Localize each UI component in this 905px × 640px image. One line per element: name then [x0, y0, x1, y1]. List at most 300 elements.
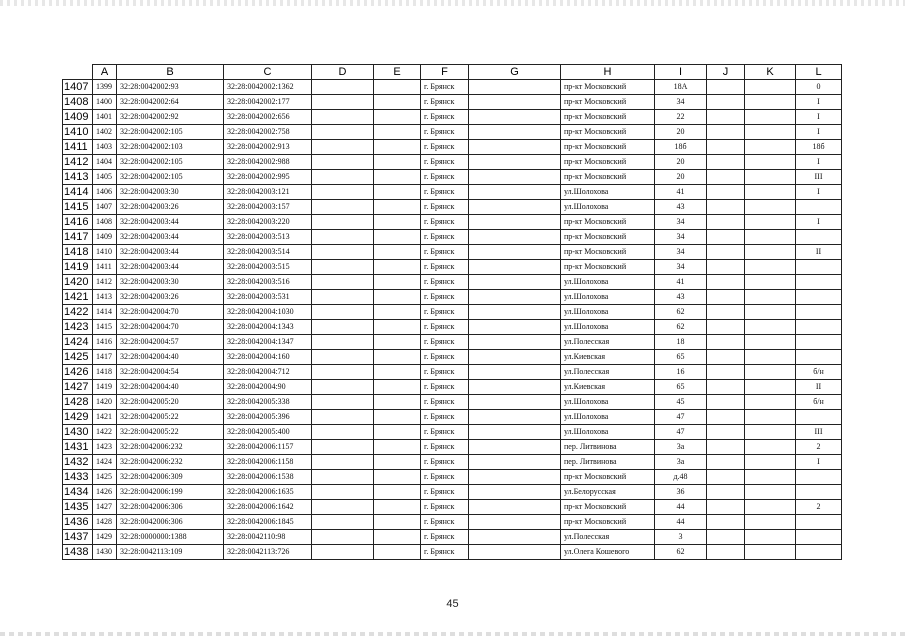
cell-j[interactable]	[707, 200, 745, 215]
row-number-cell[interactable]: 1430	[63, 425, 93, 440]
cell-g[interactable]	[469, 80, 561, 95]
cell-l[interactable]: 2	[796, 440, 842, 455]
cell-l[interactable]: II	[796, 245, 842, 260]
cell-j[interactable]	[707, 155, 745, 170]
cell-b[interactable]: 32:28:0042002:103	[117, 140, 224, 155]
cell-d[interactable]	[312, 395, 374, 410]
cell-d[interactable]	[312, 290, 374, 305]
row-number-cell[interactable]: 1438	[63, 545, 93, 560]
cell-d[interactable]	[312, 200, 374, 215]
cell-c[interactable]: 32:28:0042002:995	[224, 170, 312, 185]
cell-f[interactable]: г. Брянск	[421, 260, 469, 275]
cell-l[interactable]: I	[796, 455, 842, 470]
cell-d[interactable]	[312, 275, 374, 290]
cell-f[interactable]: г. Брянск	[421, 395, 469, 410]
cell-a[interactable]: 1428	[93, 515, 117, 530]
cell-g[interactable]	[469, 380, 561, 395]
cell-h[interactable]: пр-кт Московский	[561, 140, 655, 155]
row-number-cell[interactable]: 1434	[63, 485, 93, 500]
cell-c[interactable]: 32:28:0042002:758	[224, 125, 312, 140]
cell-e[interactable]	[374, 470, 421, 485]
row-number-cell[interactable]: 1429	[63, 410, 93, 425]
cell-a[interactable]: 1425	[93, 470, 117, 485]
cell-i[interactable]: 22	[655, 110, 707, 125]
cell-e[interactable]	[374, 530, 421, 545]
cell-i[interactable]: 36	[655, 485, 707, 500]
cell-l[interactable]	[796, 290, 842, 305]
cell-h[interactable]: пр-кт Московский	[561, 110, 655, 125]
cell-c[interactable]: 32:28:0042004:1030	[224, 305, 312, 320]
cell-a[interactable]: 1415	[93, 320, 117, 335]
cell-c[interactable]: 32:28:0042006:1157	[224, 440, 312, 455]
cell-i[interactable]: 41	[655, 275, 707, 290]
cell-f[interactable]: г. Брянск	[421, 155, 469, 170]
cell-d[interactable]	[312, 95, 374, 110]
cell-a[interactable]: 1404	[93, 155, 117, 170]
cell-b[interactable]: 32:28:0042004:70	[117, 320, 224, 335]
cell-e[interactable]	[374, 380, 421, 395]
cell-i[interactable]: 62	[655, 320, 707, 335]
cell-e[interactable]	[374, 275, 421, 290]
cell-d[interactable]	[312, 380, 374, 395]
cell-a[interactable]: 1406	[93, 185, 117, 200]
cell-h[interactable]: ул.Киевская	[561, 380, 655, 395]
cell-i[interactable]: 16	[655, 365, 707, 380]
cell-h[interactable]: пр-кт Московский	[561, 170, 655, 185]
cell-l[interactable]	[796, 515, 842, 530]
cell-e[interactable]	[374, 290, 421, 305]
cell-b[interactable]: 32:28:0042003:30	[117, 275, 224, 290]
cell-f[interactable]: г. Брянск	[421, 215, 469, 230]
cell-d[interactable]	[312, 245, 374, 260]
cell-l[interactable]: I	[796, 215, 842, 230]
cell-e[interactable]	[374, 365, 421, 380]
cell-h[interactable]: пр-кт Московский	[561, 230, 655, 245]
row-number-cell[interactable]: 1423	[63, 320, 93, 335]
cell-k[interactable]	[745, 110, 796, 125]
cell-l[interactable]	[796, 335, 842, 350]
cell-k[interactable]	[745, 185, 796, 200]
cell-e[interactable]	[374, 125, 421, 140]
cell-j[interactable]	[707, 170, 745, 185]
cell-e[interactable]	[374, 320, 421, 335]
cell-f[interactable]: г. Брянск	[421, 455, 469, 470]
cell-k[interactable]	[745, 80, 796, 95]
cell-c[interactable]: 32:28:0042006:1158	[224, 455, 312, 470]
cell-c[interactable]: 32:28:0042003:220	[224, 215, 312, 230]
cell-c[interactable]: 32:28:0042003:516	[224, 275, 312, 290]
cell-b[interactable]: 32:28:0042004:40	[117, 350, 224, 365]
cell-k[interactable]	[745, 425, 796, 440]
cell-g[interactable]	[469, 125, 561, 140]
cell-i[interactable]: 34	[655, 230, 707, 245]
cell-j[interactable]	[707, 260, 745, 275]
cell-f[interactable]: г. Брянск	[421, 545, 469, 560]
cell-c[interactable]: 32:28:0042003:121	[224, 185, 312, 200]
cell-b[interactable]: 32:28:0000000:1388	[117, 530, 224, 545]
cell-k[interactable]	[745, 275, 796, 290]
cell-c[interactable]: 32:28:0042004:1343	[224, 320, 312, 335]
cell-j[interactable]	[707, 110, 745, 125]
cell-a[interactable]: 1421	[93, 410, 117, 425]
cell-c[interactable]: 32:28:0042005:400	[224, 425, 312, 440]
cell-e[interactable]	[374, 155, 421, 170]
cell-b[interactable]: 32:28:0042002:92	[117, 110, 224, 125]
cell-k[interactable]	[745, 395, 796, 410]
cell-h[interactable]: пер. Литвинова	[561, 455, 655, 470]
cell-j[interactable]	[707, 485, 745, 500]
cell-k[interactable]	[745, 290, 796, 305]
cell-d[interactable]	[312, 440, 374, 455]
column-header-h[interactable]: H	[561, 65, 655, 80]
cell-g[interactable]	[469, 500, 561, 515]
cell-i[interactable]: 18А	[655, 80, 707, 95]
cell-c[interactable]: 32:28:0042003:515	[224, 260, 312, 275]
cell-g[interactable]	[469, 290, 561, 305]
cell-g[interactable]	[469, 230, 561, 245]
cell-l[interactable]: I	[796, 125, 842, 140]
cell-d[interactable]	[312, 530, 374, 545]
cell-a[interactable]: 1405	[93, 170, 117, 185]
cell-h[interactable]: ул.Шолохова	[561, 410, 655, 425]
cell-f[interactable]: г. Брянск	[421, 200, 469, 215]
cell-f[interactable]: г. Брянск	[421, 305, 469, 320]
cell-j[interactable]	[707, 320, 745, 335]
row-number-cell[interactable]: 1421	[63, 290, 93, 305]
cell-i[interactable]: 34	[655, 245, 707, 260]
cell-h[interactable]: пр-кт Московский	[561, 215, 655, 230]
cell-d[interactable]	[312, 410, 374, 425]
cell-k[interactable]	[745, 320, 796, 335]
cell-k[interactable]	[745, 95, 796, 110]
row-number-cell[interactable]: 1412	[63, 155, 93, 170]
cell-e[interactable]	[374, 170, 421, 185]
cell-i[interactable]: д.48	[655, 470, 707, 485]
cell-h[interactable]: ул.Шолохова	[561, 425, 655, 440]
cell-h[interactable]: ул.Шолохова	[561, 200, 655, 215]
cell-l[interactable]	[796, 200, 842, 215]
cell-e[interactable]	[374, 545, 421, 560]
cell-h[interactable]: ул.Шолохова	[561, 185, 655, 200]
cell-l[interactable]	[796, 260, 842, 275]
cell-j[interactable]	[707, 80, 745, 95]
cell-h[interactable]: ул.Шолохова	[561, 305, 655, 320]
cell-e[interactable]	[374, 350, 421, 365]
cell-g[interactable]	[469, 185, 561, 200]
cell-k[interactable]	[745, 485, 796, 500]
cell-l[interactable]	[796, 305, 842, 320]
cell-f[interactable]: г. Брянск	[421, 515, 469, 530]
cell-d[interactable]	[312, 155, 374, 170]
cell-f[interactable]: г. Брянск	[421, 245, 469, 260]
cell-f[interactable]: г. Брянск	[421, 365, 469, 380]
cell-b[interactable]: 32:28:0042003:26	[117, 290, 224, 305]
cell-j[interactable]	[707, 245, 745, 260]
cell-h[interactable]: ул.Олега Кошевого	[561, 545, 655, 560]
cell-b[interactable]: 32:28:0042002:93	[117, 80, 224, 95]
cell-j[interactable]	[707, 290, 745, 305]
cell-d[interactable]	[312, 545, 374, 560]
row-number-cell[interactable]: 1425	[63, 350, 93, 365]
cell-c[interactable]: 32:28:0042006:1635	[224, 485, 312, 500]
column-header-g[interactable]: G	[469, 65, 561, 80]
cell-g[interactable]	[469, 95, 561, 110]
cell-d[interactable]	[312, 500, 374, 515]
cell-a[interactable]: 1420	[93, 395, 117, 410]
cell-k[interactable]	[745, 380, 796, 395]
cell-e[interactable]	[374, 185, 421, 200]
cell-b[interactable]: 32:28:0042002:105	[117, 155, 224, 170]
cell-k[interactable]	[745, 335, 796, 350]
row-number-cell[interactable]: 1417	[63, 230, 93, 245]
cell-l[interactable]	[796, 230, 842, 245]
cell-k[interactable]	[745, 545, 796, 560]
cell-g[interactable]	[469, 200, 561, 215]
row-number-cell[interactable]: 1414	[63, 185, 93, 200]
cell-k[interactable]	[745, 455, 796, 470]
cell-k[interactable]	[745, 230, 796, 245]
cell-j[interactable]	[707, 530, 745, 545]
row-number-cell[interactable]: 1422	[63, 305, 93, 320]
cell-j[interactable]	[707, 395, 745, 410]
cell-b[interactable]: 32:28:0042004:57	[117, 335, 224, 350]
cell-d[interactable]	[312, 260, 374, 275]
cell-a[interactable]: 1423	[93, 440, 117, 455]
cell-i[interactable]: 45	[655, 395, 707, 410]
cell-f[interactable]: г. Брянск	[421, 335, 469, 350]
cell-l[interactable]: I	[796, 95, 842, 110]
row-number-cell[interactable]: 1432	[63, 455, 93, 470]
cell-j[interactable]	[707, 515, 745, 530]
cell-j[interactable]	[707, 545, 745, 560]
cell-i[interactable]: 34	[655, 95, 707, 110]
cell-d[interactable]	[312, 470, 374, 485]
cell-d[interactable]	[312, 350, 374, 365]
cell-i[interactable]: 20	[655, 125, 707, 140]
cell-e[interactable]	[374, 425, 421, 440]
cell-j[interactable]	[707, 305, 745, 320]
cell-b[interactable]: 32:28:0042004:70	[117, 305, 224, 320]
cell-e[interactable]	[374, 335, 421, 350]
cell-c[interactable]: 32:28:0042006:1845	[224, 515, 312, 530]
cell-d[interactable]	[312, 320, 374, 335]
cell-d[interactable]	[312, 125, 374, 140]
cell-f[interactable]: г. Брянск	[421, 410, 469, 425]
cell-h[interactable]: пр-кт Московский	[561, 260, 655, 275]
cell-b[interactable]: 32:28:0042003:44	[117, 260, 224, 275]
cell-k[interactable]	[745, 155, 796, 170]
cell-l[interactable]: 18б	[796, 140, 842, 155]
cell-h[interactable]: пр-кт Московский	[561, 125, 655, 140]
column-header-a[interactable]: A	[93, 65, 117, 80]
cell-c[interactable]: 32:28:0042006:1642	[224, 500, 312, 515]
cell-e[interactable]	[374, 410, 421, 425]
cell-c[interactable]: 32:28:0042003:531	[224, 290, 312, 305]
cell-f[interactable]: г. Брянск	[421, 110, 469, 125]
row-number-cell[interactable]: 1427	[63, 380, 93, 395]
cell-b[interactable]: 32:28:0042006:306	[117, 515, 224, 530]
cell-d[interactable]	[312, 335, 374, 350]
cell-f[interactable]: г. Брянск	[421, 380, 469, 395]
cell-i[interactable]: 62	[655, 305, 707, 320]
cell-e[interactable]	[374, 395, 421, 410]
cell-b[interactable]: 32:28:0042006:232	[117, 440, 224, 455]
column-header-f[interactable]: F	[421, 65, 469, 80]
cell-g[interactable]	[469, 470, 561, 485]
cell-b[interactable]: 32:28:0042005:22	[117, 425, 224, 440]
cell-c[interactable]: 32:28:0042003:513	[224, 230, 312, 245]
cell-b[interactable]: 32:28:0042003:44	[117, 230, 224, 245]
row-number-cell[interactable]: 1408	[63, 95, 93, 110]
cell-g[interactable]	[469, 275, 561, 290]
cell-c[interactable]: 32:28:0042110:98	[224, 530, 312, 545]
cell-i[interactable]: 44	[655, 515, 707, 530]
cell-l[interactable]	[796, 350, 842, 365]
cell-a[interactable]: 1399	[93, 80, 117, 95]
cell-a[interactable]: 1418	[93, 365, 117, 380]
cell-b[interactable]: 32:28:0042006:309	[117, 470, 224, 485]
cell-g[interactable]	[469, 320, 561, 335]
cell-g[interactable]	[469, 335, 561, 350]
cell-h[interactable]: ул.Шолохова	[561, 290, 655, 305]
cell-f[interactable]: г. Брянск	[421, 230, 469, 245]
cell-g[interactable]	[469, 530, 561, 545]
cell-k[interactable]	[745, 140, 796, 155]
cell-g[interactable]	[469, 110, 561, 125]
cell-b[interactable]: 32:28:0042004:40	[117, 380, 224, 395]
cell-g[interactable]	[469, 485, 561, 500]
cell-k[interactable]	[745, 515, 796, 530]
cell-i[interactable]: 3а	[655, 440, 707, 455]
cell-c[interactable]: 32:28:0042004:160	[224, 350, 312, 365]
cell-h[interactable]: пр-кт Московский	[561, 500, 655, 515]
cell-i[interactable]: 43	[655, 290, 707, 305]
cell-j[interactable]	[707, 365, 745, 380]
cell-a[interactable]: 1419	[93, 380, 117, 395]
cell-d[interactable]	[312, 185, 374, 200]
cell-c[interactable]: 32:28:0042004:1347	[224, 335, 312, 350]
cell-a[interactable]: 1422	[93, 425, 117, 440]
column-header-b[interactable]: B	[117, 65, 224, 80]
cell-g[interactable]	[469, 515, 561, 530]
cell-a[interactable]: 1424	[93, 455, 117, 470]
cell-b[interactable]: 32:28:0042002:105	[117, 170, 224, 185]
cell-b[interactable]: 32:28:0042003:44	[117, 215, 224, 230]
cell-d[interactable]	[312, 80, 374, 95]
cell-i[interactable]: 62	[655, 545, 707, 560]
cell-b[interactable]: 32:28:0042006:232	[117, 455, 224, 470]
cell-i[interactable]: 20	[655, 170, 707, 185]
cell-c[interactable]: 32:28:0042002:913	[224, 140, 312, 155]
cell-g[interactable]	[469, 215, 561, 230]
column-header-i[interactable]: I	[655, 65, 707, 80]
cell-f[interactable]: г. Брянск	[421, 530, 469, 545]
cell-f[interactable]: г. Брянск	[421, 290, 469, 305]
row-number-cell[interactable]: 1413	[63, 170, 93, 185]
cell-a[interactable]: 1411	[93, 260, 117, 275]
row-number-cell[interactable]: 1419	[63, 260, 93, 275]
cell-e[interactable]	[374, 140, 421, 155]
cell-f[interactable]: г. Брянск	[421, 425, 469, 440]
cell-c[interactable]: 32:28:0042005:338	[224, 395, 312, 410]
cell-l[interactable]: I	[796, 155, 842, 170]
cell-b[interactable]: 32:28:0042005:20	[117, 395, 224, 410]
row-number-cell[interactable]: 1420	[63, 275, 93, 290]
cell-h[interactable]: ул.Полесская	[561, 365, 655, 380]
cell-h[interactable]: ул.Киевская	[561, 350, 655, 365]
row-number-cell[interactable]: 1428	[63, 395, 93, 410]
cell-f[interactable]: г. Брянск	[421, 500, 469, 515]
cell-h[interactable]: пр-кт Московский	[561, 80, 655, 95]
cell-l[interactable]: III	[796, 425, 842, 440]
cell-b[interactable]: 32:28:0042003:26	[117, 200, 224, 215]
cell-k[interactable]	[745, 125, 796, 140]
cell-l[interactable]: II	[796, 380, 842, 395]
row-number-cell[interactable]: 1409	[63, 110, 93, 125]
cell-g[interactable]	[469, 305, 561, 320]
cell-a[interactable]: 1429	[93, 530, 117, 545]
row-number-cell[interactable]: 1410	[63, 125, 93, 140]
cell-j[interactable]	[707, 185, 745, 200]
cell-f[interactable]: г. Брянск	[421, 125, 469, 140]
cell-e[interactable]	[374, 110, 421, 125]
cell-j[interactable]	[707, 500, 745, 515]
cell-a[interactable]: 1427	[93, 500, 117, 515]
cell-c[interactable]: 32:28:0042002:177	[224, 95, 312, 110]
cell-e[interactable]	[374, 440, 421, 455]
cell-a[interactable]: 1426	[93, 485, 117, 500]
cell-l[interactable]	[796, 320, 842, 335]
cell-a[interactable]: 1416	[93, 335, 117, 350]
cell-l[interactable]	[796, 530, 842, 545]
cell-k[interactable]	[745, 500, 796, 515]
cell-b[interactable]: 32:28:0042002:64	[117, 95, 224, 110]
cell-i[interactable]: 65	[655, 380, 707, 395]
row-number-cell[interactable]: 1407	[63, 80, 93, 95]
cell-c[interactable]: 32:28:0042005:396	[224, 410, 312, 425]
cell-i[interactable]: 65	[655, 350, 707, 365]
cell-f[interactable]: г. Брянск	[421, 320, 469, 335]
cell-d[interactable]	[312, 485, 374, 500]
cell-l[interactable]: III	[796, 170, 842, 185]
cell-b[interactable]: 32:28:0042003:44	[117, 245, 224, 260]
cell-i[interactable]: 43	[655, 200, 707, 215]
cell-k[interactable]	[745, 530, 796, 545]
cell-j[interactable]	[707, 95, 745, 110]
row-number-cell[interactable]: 1435	[63, 500, 93, 515]
cell-f[interactable]: г. Брянск	[421, 485, 469, 500]
cell-j[interactable]	[707, 470, 745, 485]
cell-k[interactable]	[745, 170, 796, 185]
cell-g[interactable]	[469, 350, 561, 365]
cell-j[interactable]	[707, 350, 745, 365]
cell-h[interactable]: пр-кт Московский	[561, 245, 655, 260]
cell-h[interactable]: пер. Литвинова	[561, 440, 655, 455]
cell-i[interactable]: 3	[655, 530, 707, 545]
cell-c[interactable]: 32:28:0042002:656	[224, 110, 312, 125]
cell-d[interactable]	[312, 140, 374, 155]
cell-e[interactable]	[374, 230, 421, 245]
cell-f[interactable]: г. Брянск	[421, 95, 469, 110]
cell-d[interactable]	[312, 365, 374, 380]
cell-j[interactable]	[707, 125, 745, 140]
row-number-cell[interactable]: 1415	[63, 200, 93, 215]
cell-f[interactable]: г. Брянск	[421, 140, 469, 155]
cell-g[interactable]	[469, 440, 561, 455]
cell-j[interactable]	[707, 215, 745, 230]
cell-l[interactable]: б/н	[796, 395, 842, 410]
cell-a[interactable]: 1412	[93, 275, 117, 290]
